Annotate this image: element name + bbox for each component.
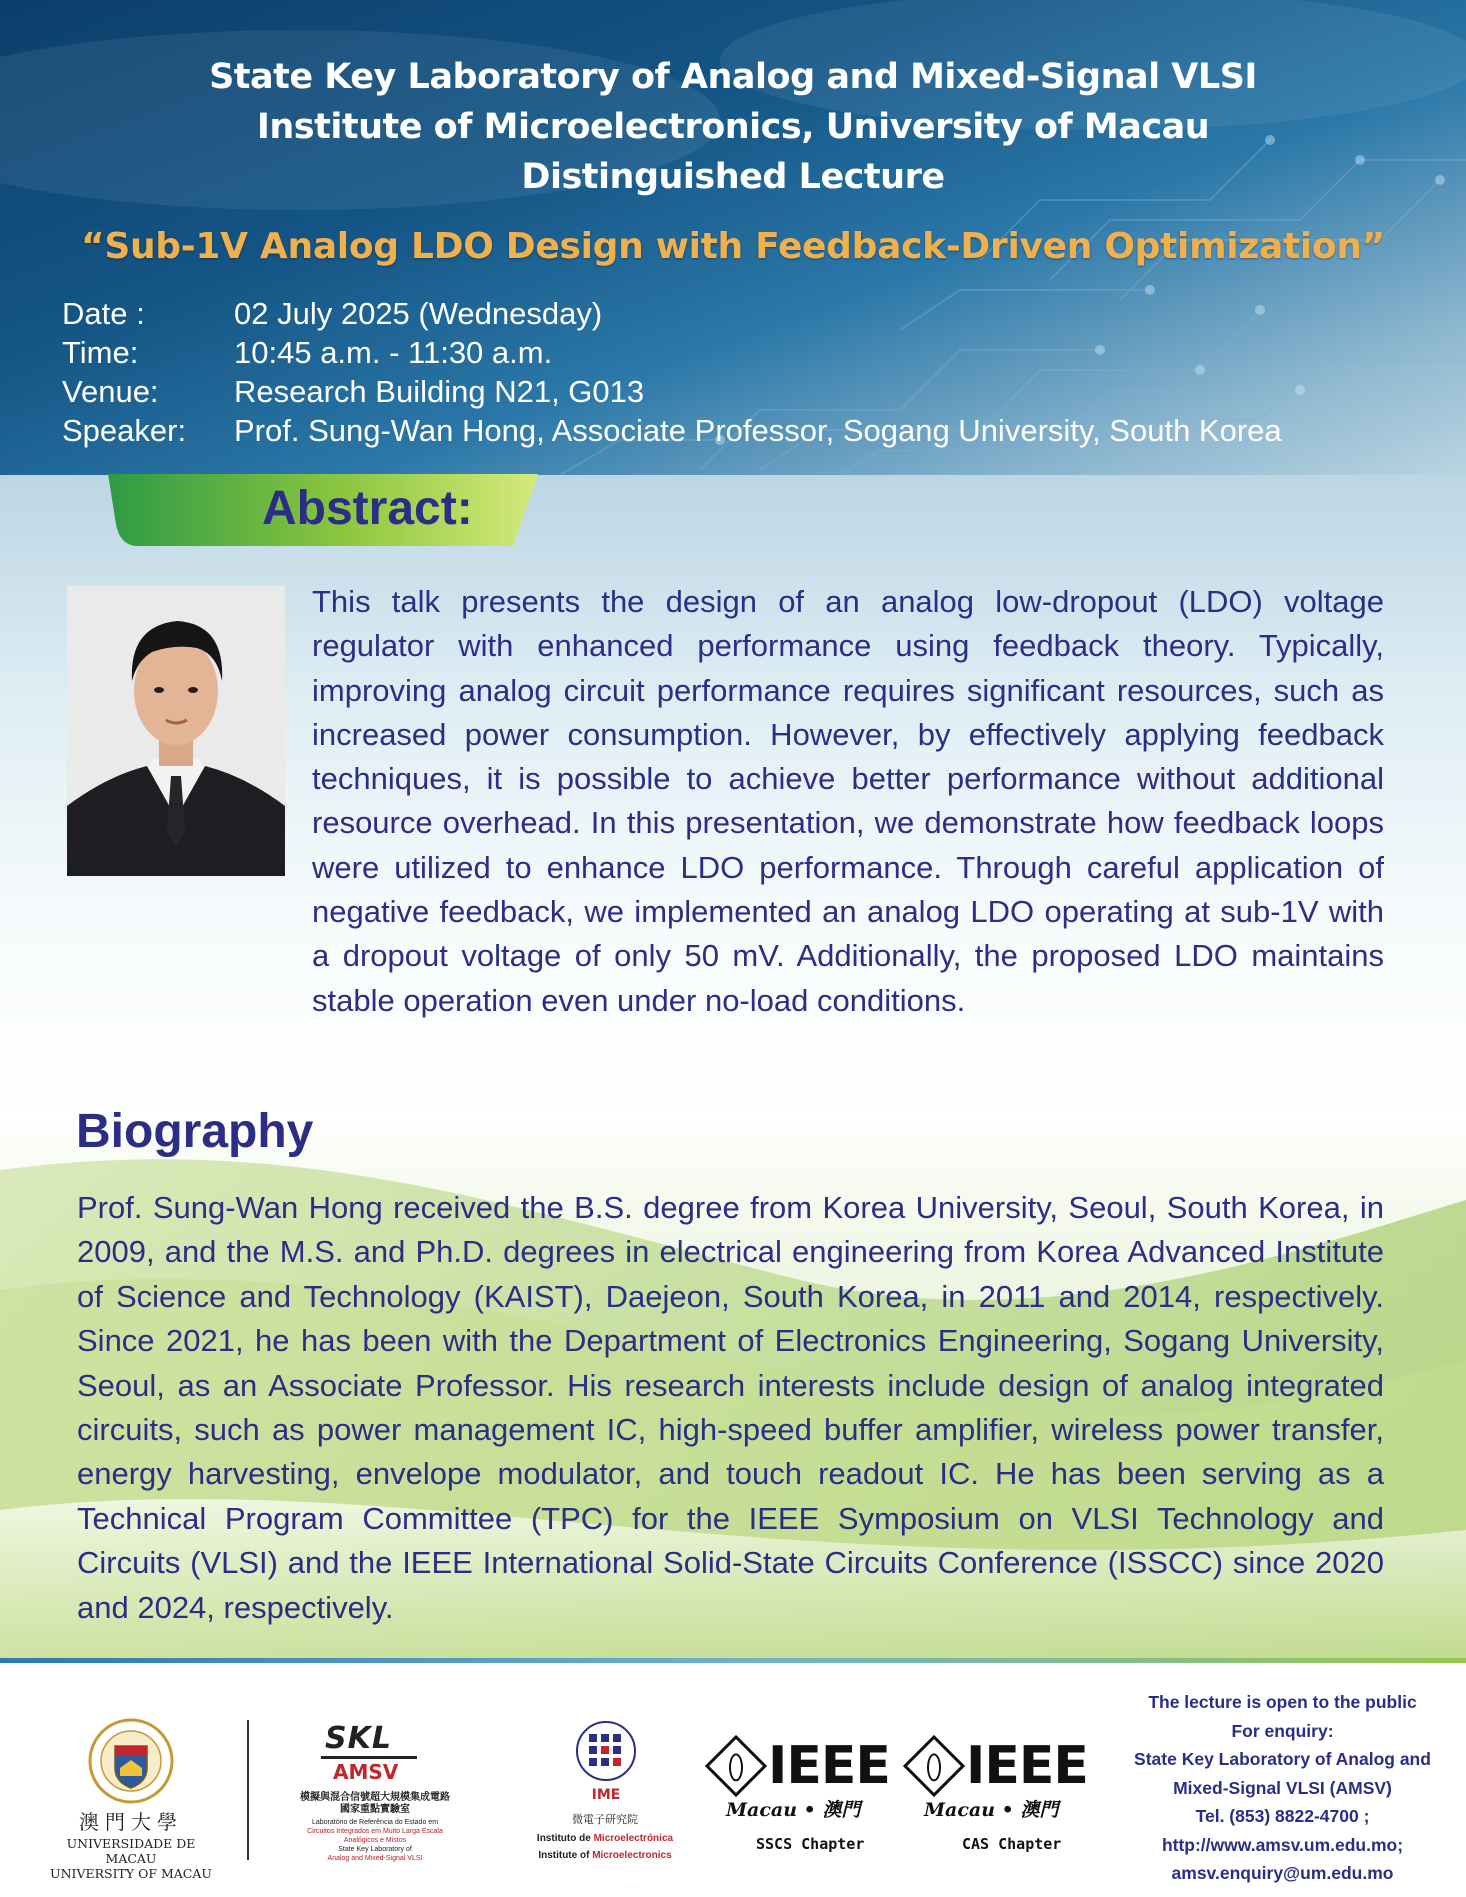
ieee-kite-icon — [705, 1735, 767, 1797]
ime-names — [520, 1830, 690, 1864]
organizer-line-2: Institute of Microelectronics, University of Macau — [256, 107, 1210, 147]
info-label: Time: — [62, 335, 139, 370]
contact-org-line-2: Mixed-Signal VLSI (AMSV) — [1173, 1777, 1392, 1798]
skl-pt-line-3: Analógicos e Mistos — [343, 1837, 407, 1844]
ieee-sscs-logo — [708, 1736, 890, 1796]
logo-divider — [247, 1720, 249, 1860]
ime-grid-icon — [575, 1720, 637, 1782]
ime-pt-highlight: Microelectrónica — [593, 1833, 674, 1844]
info-label: Date : — [62, 296, 145, 331]
skl-mark: SKL — [325, 1721, 392, 1756]
university-of-macau-crest-icon — [88, 1718, 174, 1804]
info-value: Research Building N21, G013 — [234, 374, 645, 409]
ieee-wordmark: IEEE — [966, 1736, 1088, 1796]
abstract-text: This talk presents the design of an analog low-dropout (LDO) voltage regulator with enhanced performance using feedback theory. Typically, improving analog circuit performance requires significant resources, such as increased power consumption. However, by effectively applying feedback techniques, it is possible to achieve better performance without additional resource overhead. In this presentation, we demonstrate how feedback loops were utilized to enhance LDO performance. Through careful application of negative feedback, we implemented an analog LDO operating at sub-1V with a dropout voltage of only 50 mV. Additionally, the proposed LDO maintains stable operation even under no-load conditions. — [312, 584, 1384, 1018]
um-names — [40, 1836, 222, 1881]
lecture-title: “Sub-1V Analog LDO Design with Feedback-Driven Optimization” — [80, 226, 1386, 267]
skl-pt-line-1: Laboratório de Referência do Estado em — [311, 1819, 439, 1826]
ime-en-highlight: Microelectronics — [592, 1850, 672, 1861]
um-chinese-name: 澳門大學 — [79, 1810, 183, 1834]
header-banner — [0, 0, 1466, 475]
ime-chinese-name: 微電子研究院 — [572, 1814, 638, 1826]
ieee-sscs-chapter: SSCS Chapter — [756, 1835, 865, 1853]
ime-logo — [575, 1720, 637, 1803]
skl-zh-line-2: 國家重點實驗室 — [340, 1804, 410, 1815]
ime-pt-prefix: Instituto de — [536, 1833, 594, 1844]
skl-en-line-1: State Key Laboratory of — [338, 1846, 412, 1853]
ieee-cas-chapter: CAS Chapter — [962, 1835, 1062, 1853]
skl-chinese-name — [290, 1792, 460, 1816]
organizer-title — [0, 52, 1466, 202]
um-english-name: UNIVERSITY OF MACAU — [50, 1866, 212, 1881]
ieee-cas-logo — [906, 1736, 1088, 1796]
um-portuguese-name: UNIVERSIDADE DE MACAU — [66, 1836, 196, 1866]
biography-text: Prof. Sung-Wan Hong received the B.S. degree from Korea University, Seoul, South Korea, in 2009, and the M.S. and Ph.D. degrees in electrical engineering from Korea Advanced Institute of Science and Technology (KAIST), Daejeon, South Korea, in 2011 and 2014, respectively. Since 2021, he has been with the Department of Electronics Engineering, Sogang University, Seoul, as an Associate Professor. His research interests include design of analog integrated circuits, such as power management IC, high-speed buffer amplifier, wireless power transfer, energy harvesting, envelope modulator, and touch readout IC. He has been serving as a Technical Program Committee (TPC) for the IEEE Symposium on VLSI Technology and Circuits (VLSI) and the IEEE International Solid-State Circuits Conference (ISSCC) since 2020 and 2024, respectively. — [77, 1190, 1384, 1625]
ieee-wordmark: IEEE — [768, 1736, 890, 1796]
public-notice: The lecture is open to the public — [1148, 1692, 1417, 1712]
amsv-mark: AMSV — [333, 1760, 399, 1784]
skl-underline — [321, 1756, 417, 1759]
abstract-heading: Abstract: — [262, 482, 473, 535]
info-value: Prof. Sung-Wan Hong, Associate Professor, Sogang University, South Korea — [234, 413, 1282, 448]
ime-portuguese-name — [520, 1830, 690, 1847]
ieee-cas-macau: Macau • 澳門 — [924, 1799, 1059, 1821]
ime-en-prefix: Institute of — [538, 1850, 593, 1861]
skl-portuguese-english-name — [290, 1818, 460, 1863]
contact-website-link[interactable]: http://www.amsv.um.edu.mo; — [1161, 1834, 1404, 1855]
speaker-photo — [67, 586, 285, 876]
info-row-speaker — [62, 411, 1282, 450]
skl-pt-line-2: Circuitos Integrados em Muito Larga Escala — [307, 1828, 443, 1835]
ime-mark: IME — [591, 1787, 621, 1803]
ieee-sscs-macau: Macau • 澳門 — [726, 1799, 861, 1821]
contact-email-link[interactable]: amsv.enquiry@um.edu.mo — [1171, 1863, 1394, 1883]
ime-english-name — [520, 1847, 690, 1864]
organizer-line-1: State Key Laboratory of Analog and Mixed-Signal VLSI — [209, 57, 1257, 97]
skl-zh-line-1: 模擬與混合信號超大規模集成電路 — [300, 1792, 450, 1803]
event-info — [62, 294, 1282, 450]
info-label: Venue: — [62, 374, 159, 409]
ieee-kite-icon — [903, 1735, 965, 1797]
lecture-series-title: Distinguished Lecture — [521, 157, 945, 197]
info-label: Speaker: — [62, 413, 187, 448]
contact-phone: Tel. (853) 8822-4700 ; — [1195, 1806, 1370, 1826]
info-row-venue — [62, 372, 1282, 411]
contact-info — [1110, 1688, 1455, 1888]
skl-en-line-2: Analog and Mixed-Signal VLSI — [327, 1855, 423, 1862]
enquiry-label: For enquiry: — [1231, 1720, 1334, 1741]
info-row-time — [62, 333, 1282, 372]
info-value: 10:45 a.m. - 11:30 a.m. — [234, 335, 553, 370]
contact-org-line-1: State Key Laboratory of Analog and — [1134, 1749, 1431, 1769]
biography-heading: Biography — [76, 1105, 314, 1158]
skl-amsv-logo — [325, 1721, 417, 1784]
info-row-date — [62, 294, 1282, 333]
info-value: 02 July 2025 (Wednesday) — [234, 296, 603, 331]
